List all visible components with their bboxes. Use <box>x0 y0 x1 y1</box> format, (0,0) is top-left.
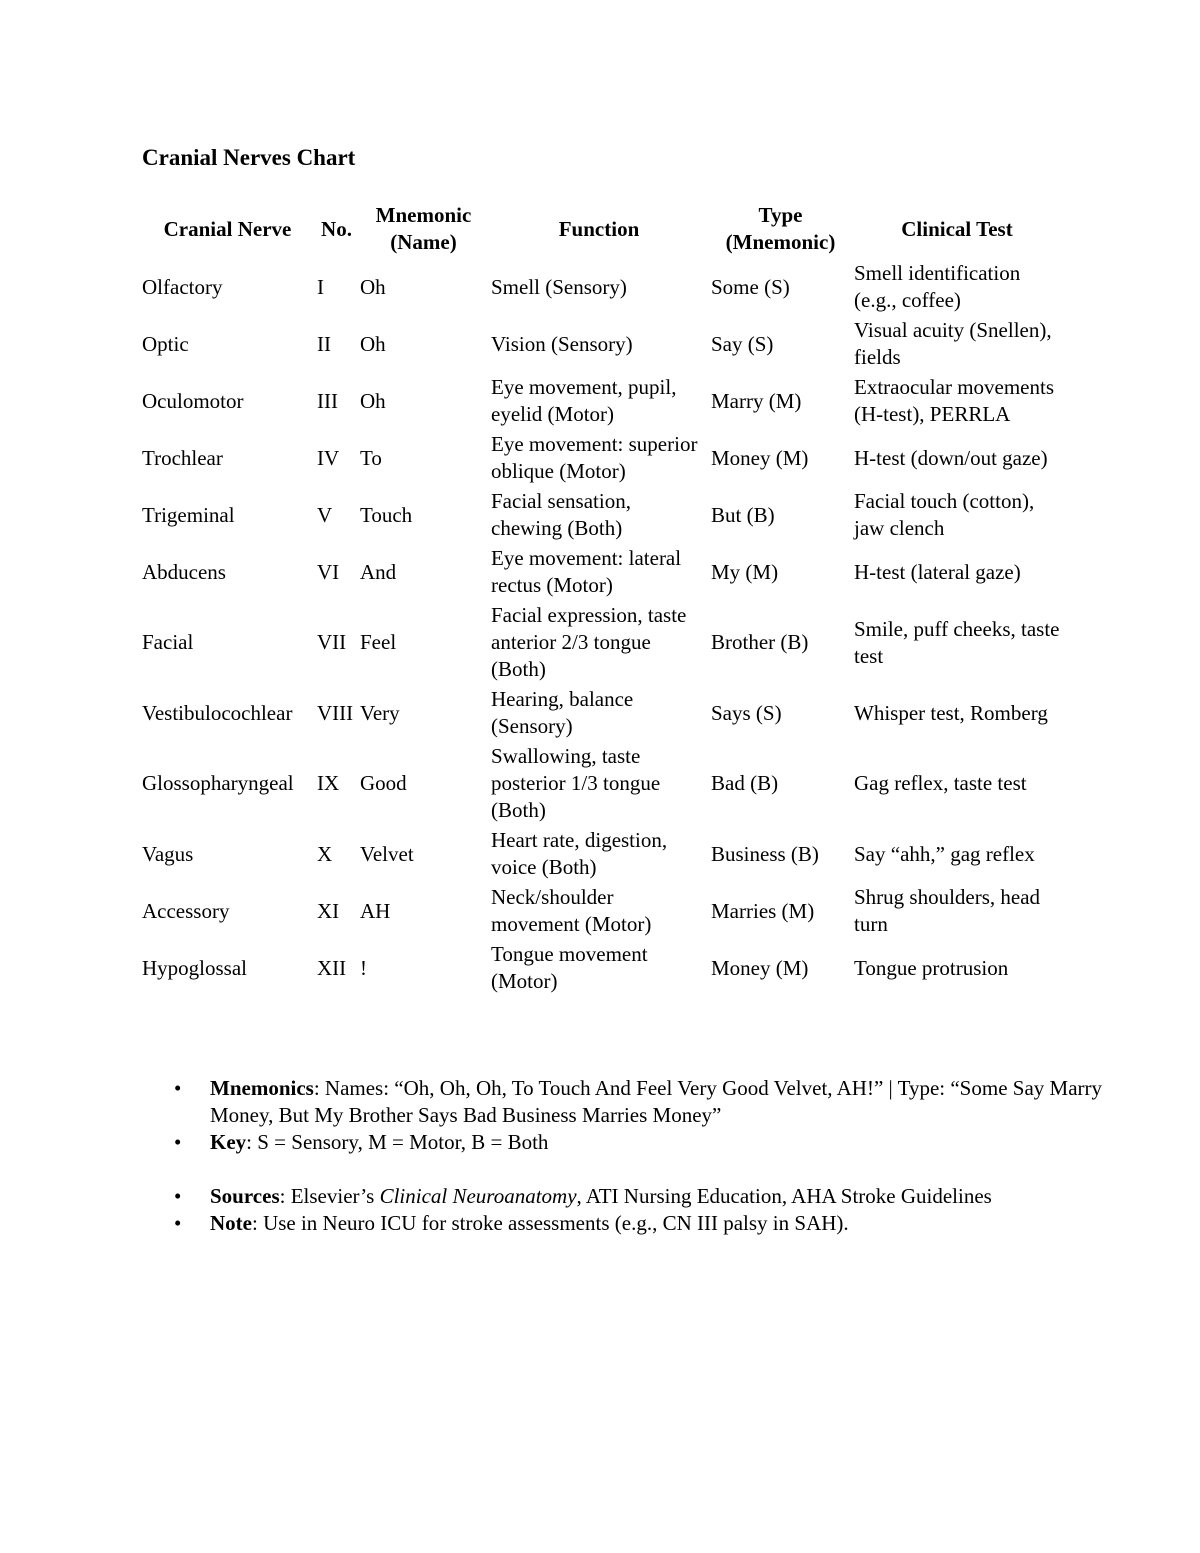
table-row <box>140 742 1062 826</box>
cell-function: Swallowing, taste posterior 1/3 tongue (Both) <box>491 744 661 822</box>
note-sources <box>174 1183 1110 1210</box>
cell-number: IV <box>317 445 340 470</box>
cell-type: Bad (B) <box>711 771 779 795</box>
cell-mnemonic: ! <box>360 955 367 980</box>
note-label: Key <box>210 1130 247 1154</box>
table-row <box>140 487 1062 544</box>
cell-function: Smell (Sensory) <box>491 274 627 299</box>
cell-clinical-test: Say “ahh,” gag reflex <box>854 841 1035 866</box>
cell-nerve: Glossopharyngeal <box>142 771 294 795</box>
cell-clinical-test: Tongue protrusion <box>854 955 1009 980</box>
table-row <box>140 685 1062 742</box>
cell-clinical-test: Gag reflex, taste test <box>854 771 1027 795</box>
note-label: Sources <box>210 1184 280 1208</box>
header-function: Function <box>558 216 640 241</box>
cell-nerve: Hypoglossal <box>142 955 247 980</box>
cell-clinical-test: Whisper test, Romberg <box>854 700 1048 725</box>
cell-number: VI <box>317 559 340 584</box>
note-text: : Names: “Oh, Oh, Oh, To Touch And Feel Very Good Velvet, AH!” | Type: “Some Say Marry Money, But My Brother Says Bad Business Marries Money” <box>210 1076 1102 1127</box>
cell-nerve: Optic <box>142 331 189 356</box>
cell-clinical-test: H-test (lateral gaze) <box>854 559 1021 584</box>
cell-nerve: Trochlear <box>142 445 223 470</box>
cell-type: Say (S) <box>711 331 774 356</box>
cell-number: VIII <box>317 700 354 725</box>
cell-number: II <box>317 331 331 356</box>
cell-mnemonic: And <box>360 559 397 584</box>
cell-nerve: Olfactory <box>142 274 223 299</box>
header-type-line1: Type <box>758 203 803 227</box>
header-type-line2: (Mnemonic) <box>725 230 836 254</box>
cell-nerve: Vagus <box>142 841 194 866</box>
bullet-icon: • <box>174 1184 182 1208</box>
table-row <box>140 544 1062 601</box>
table-row <box>140 259 1062 316</box>
header-clinical-test: Clinical Test <box>901 216 1013 241</box>
header-cranial-nerve: Cranial Nerve <box>163 216 292 241</box>
note-label: Mnemonics <box>210 1076 314 1100</box>
header-row <box>140 199 1062 259</box>
bullet-icon: • <box>174 1076 182 1100</box>
cell-clinical-test: Facial touch (cotton), jaw clench <box>854 489 1035 540</box>
cell-number: IX <box>317 771 340 795</box>
page-title: Cranial Nerves Chart <box>142 145 356 170</box>
cell-mnemonic: To <box>360 445 382 470</box>
note-usage <box>174 1210 1110 1237</box>
note-label: Note <box>210 1211 252 1235</box>
cell-function: Facial sensation, chewing (Both) <box>491 489 631 540</box>
cell-number: V <box>317 502 333 527</box>
cell-function: Eye movement: lateral rectus (Motor) <box>491 546 682 597</box>
cell-type: Marry (M) <box>711 388 802 413</box>
table-header <box>140 199 1062 259</box>
cell-mnemonic: Good <box>360 771 407 795</box>
cell-function: Eye movement, pupil, eyelid (Motor) <box>491 375 677 426</box>
table-row <box>140 940 1062 997</box>
cell-number: III <box>317 388 338 413</box>
note-text: : S = Sensory, M = Motor, B = Both <box>246 1130 549 1154</box>
cell-type: Some (S) <box>711 274 790 299</box>
cell-function: Facial expression, taste anterior 2/3 tongue (Both) <box>491 603 687 681</box>
cell-mnemonic: Oh <box>360 331 386 356</box>
cell-mnemonic: Very <box>360 700 400 725</box>
note-text: : Elsevier’s <box>279 1184 380 1208</box>
note-text: , ATI Nursing Education, AHA Stroke Guidelines <box>576 1184 992 1208</box>
cell-mnemonic: Touch <box>360 502 413 527</box>
cell-type: Marries (M) <box>711 898 815 923</box>
cell-type: Business (B) <box>711 841 819 866</box>
cell-mnemonic: Velvet <box>360 841 414 866</box>
cell-clinical-test: Visual acuity (Snellen), fields <box>854 318 1052 369</box>
cell-type: Money (M) <box>711 445 809 470</box>
cell-type: My (M) <box>711 559 779 584</box>
cell-function: Heart rate, digestion, voice (Both) <box>491 828 668 879</box>
notes-list <box>170 1075 1110 1237</box>
cell-number: XII <box>317 955 347 980</box>
note-text: : Use in Neuro ICU for stroke assessments (e.g., CN III palsy in SAH). <box>251 1211 849 1235</box>
cell-clinical-test: Smell identification (e.g., coffee) <box>854 261 1021 312</box>
cell-mnemonic: Feel <box>360 630 397 654</box>
cell-nerve: Oculomotor <box>142 388 244 413</box>
cranial-nerves-table <box>140 199 1062 997</box>
cell-type: Money (M) <box>711 955 809 980</box>
note-mnemonics <box>174 1075 1110 1129</box>
header-type <box>709 199 852 259</box>
cell-clinical-test: Smile, puff cheeks, taste test <box>854 616 1060 668</box>
bullet-icon: • <box>174 1211 182 1235</box>
cell-number: X <box>317 841 333 866</box>
cell-function: Eye movement: superior oblique (Motor) <box>491 432 698 483</box>
cell-nerve: Abducens <box>142 559 226 584</box>
cell-number: XI <box>317 898 340 923</box>
cell-mnemonic: Oh <box>360 274 386 299</box>
header-mnemonic-line1: Mnemonic <box>375 203 472 227</box>
cell-type: Says (S) <box>711 700 782 725</box>
cell-clinical-test: Extraocular movements (H-test), PERRLA <box>854 375 1055 426</box>
cell-function: Tongue movement (Motor) <box>491 942 648 993</box>
header-mnemonic-line2: (Name) <box>390 230 457 254</box>
table-row <box>140 883 1062 940</box>
header-number: No. <box>321 216 352 241</box>
cell-nerve: Trigeminal <box>142 502 235 527</box>
cell-function: Hearing, balance (Sensory) <box>491 687 634 738</box>
table-row <box>140 430 1062 487</box>
cell-function: Neck/shoulder movement (Motor) <box>491 885 652 936</box>
cell-nerve: Facial <box>142 630 194 654</box>
cell-type: Brother (B) <box>711 630 809 654</box>
cell-nerve: Vestibulocochlear <box>142 700 293 725</box>
cell-clinical-test: Shrug shoulders, head turn <box>854 885 1041 936</box>
cell-clinical-test: H-test (down/out gaze) <box>854 445 1048 470</box>
bullet-icon: • <box>174 1130 182 1154</box>
cell-number: I <box>317 274 324 299</box>
header-mnemonic <box>358 199 489 259</box>
note-book-title: Clinical Neuroanatomy <box>379 1184 577 1208</box>
cell-type: But (B) <box>711 502 775 527</box>
cell-mnemonic: AH <box>360 898 391 923</box>
table-body <box>140 259 1062 997</box>
table-row <box>140 316 1062 373</box>
table-row <box>140 826 1062 883</box>
table-row <box>140 601 1062 685</box>
note-key <box>174 1129 1110 1156</box>
cell-mnemonic: Oh <box>360 388 386 413</box>
cell-function: Vision (Sensory) <box>491 331 633 356</box>
cell-nerve: Accessory <box>142 898 230 923</box>
table-row <box>140 373 1062 430</box>
cell-number: VII <box>317 630 347 654</box>
